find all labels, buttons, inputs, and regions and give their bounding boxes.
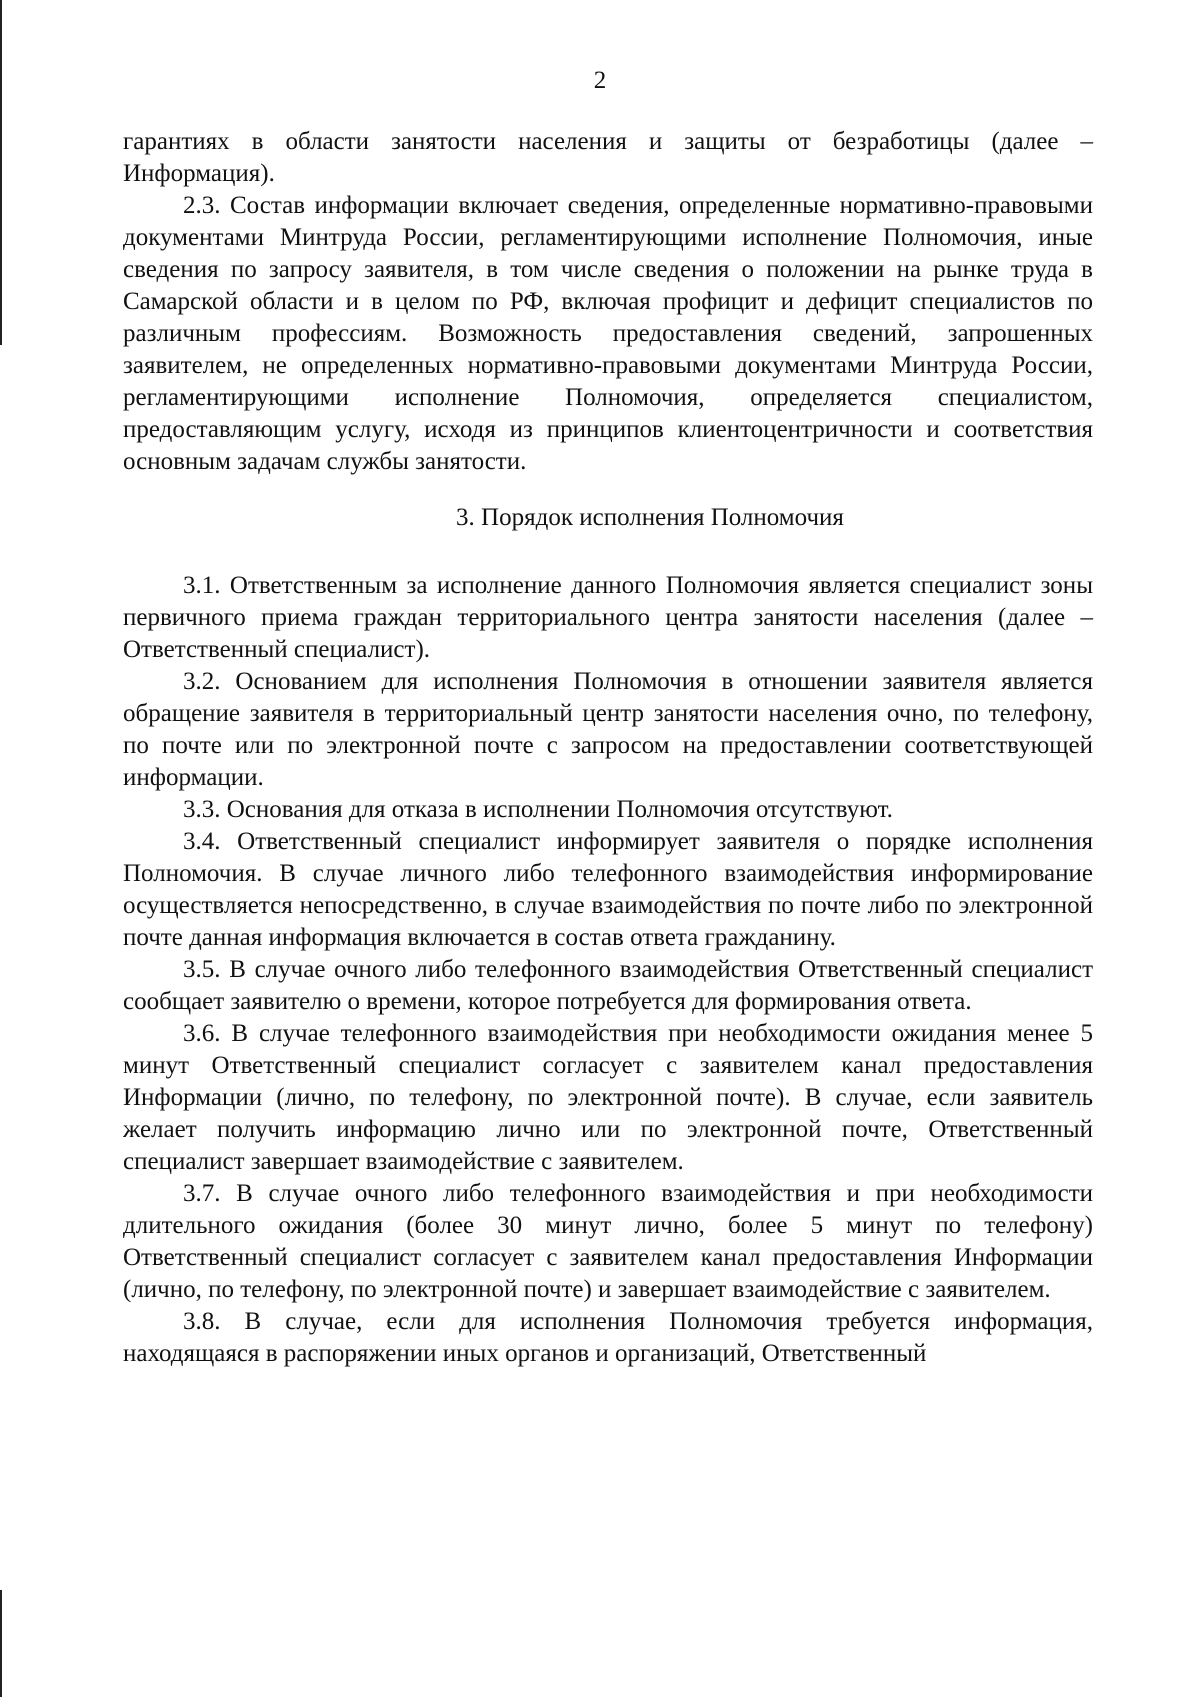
section-heading: 3. Порядок исполнения Полномочия — [456, 504, 844, 531]
paragraph-3-1: 3.1. Ответственным за исполнение данного Полномочия является специалист зоны первичного приема граждан территориального центра занятости населения (далее – Ответственный специалист). — [123, 572, 1093, 663]
paragraph-continuation: гарантиях в области занятости населения и защиты от безработицы (далее – Информация). — [123, 128, 1093, 187]
document-body — [123, 126, 1093, 1370]
paragraph-3-8: 3.8. В случае, если для исполнения Полномочия требуется информация, находящаяся в распоряжении иных органов и организаций, Ответственный — [123, 1308, 1093, 1367]
paragraph-2-3: 2.3. Состав информации включает сведения, определенные нормативно-правовыми документами Минтруда России, регламентирующими исполнение Полномочия, иные сведения по запросу заявителя, в том числе сведения о положении на рынке труда в Самарской области и в целом по РФ, включая профицит и дефицит специалистов по различным профессиям. Возможность предоставления сведений, запрошенных заявителем, не определенных нормативно-правовыми документами Минтруда России, регламентирующими исполнение Полномочия, определяется специалистом, предоставляющим услугу, исходя из принципов клиентоцентричности и соответствия основным задачам службы занятости. — [123, 192, 1093, 475]
paragraph-3-6: 3.6. В случае телефонного взаимодействия при необходимости ожидания менее 5 минут Ответственный специалист согласует с заявителем канал предоставления Информации (лично, по телефону, по электронной почте). В случае, если заявитель желает получить информацию лично или по электронной почте, Ответственный специалист завершает взаимодействие с заявителем. — [123, 1020, 1093, 1175]
paragraph-3-4: 3.4. Ответственный специалист информирует заявителя о порядке исполнения Полномочия. В случае личного либо телефонного взаимодействия информирование осуществляется непосредственно, в случае взаимодействия по почте либо по электронной почте данная информация включается в состав ответа гражданину. — [123, 828, 1093, 951]
paragraph-3-7: 3.7. В случае очного либо телефонного взаимодействия и при необходимости длительного ожидания (более 30 минут лично, более 5 минут по телефону) Ответственный специалист согласует с заявителем канал предоставления Информации (лично, по телефону, по электронной почте) и завершает взаимодействие с заявителем. — [123, 1180, 1093, 1303]
paragraph-3-3: 3.3. Основания для отказа в исполнении Полномочия отсутствуют. — [183, 796, 893, 823]
scan-edge-top — [0, 0, 2, 345]
scan-edge-bottom — [0, 1590, 2, 1697]
paragraph-3-5: 3.5. В случае очного либо телефонного взаимодействия Ответственный специалист сообщает заявителю о времени, которое потребуется для формирования ответа. — [123, 956, 1093, 1015]
paragraph-3-2: 3.2. Основанием для исполнения Полномочия в отношении заявителя является обращение заявителя в территориальный центр занятости населения очно, по телефону, по почте или по электронной почте с запросом на предоставлении соответствующей информации. — [123, 668, 1093, 791]
page-number: 2 — [593, 67, 607, 94]
